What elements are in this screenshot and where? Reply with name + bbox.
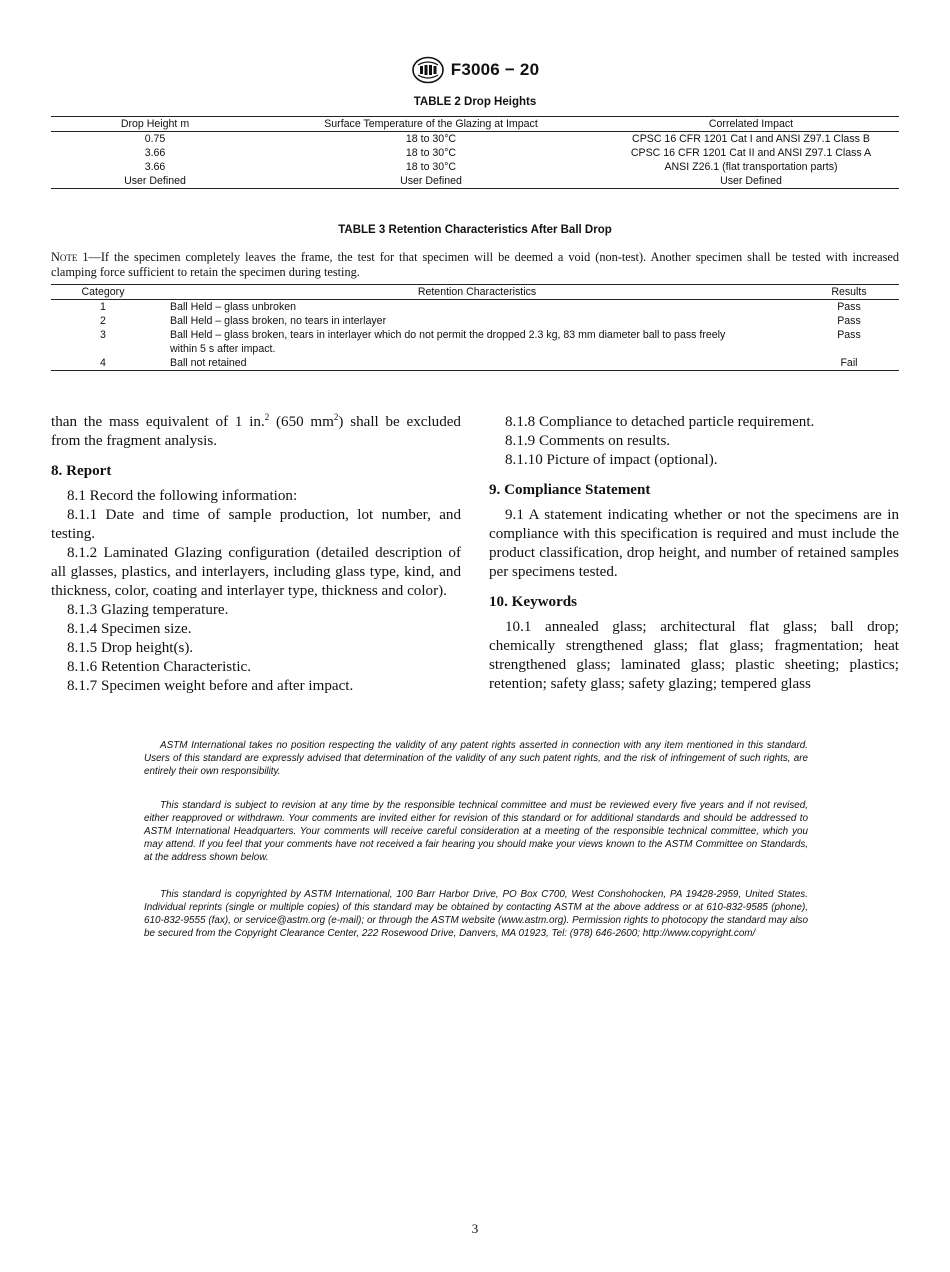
table-cell: User Defined (603, 174, 899, 189)
table-cell: 18 to 30°C (405, 161, 457, 173)
copyright-notice: This standard is copyrighted by ASTM International, 100 Barr Harbor Drive, PO Box C700, West Conshohocken, PA 19428-2959, United States. Individual reprints (single or multiple copies) of this standard may be obtained by contacting ASTM at the above address or at 610-832-9585 (phone), 610-832-9555 (fax), or service@astm.org (e-mail); or through the ASTM website (www.astm.org). Permission rights to photocopy the standard may also be secured from the Copyright Clearance Center, 222 Rosewood Drive, Danvers, MA 01923, Tel: (978) 646-2600; http://www.copyright.com/ (144, 889, 808, 940)
paragraph-8-1-3: 8.1.3 Glazing temperature. (67, 602, 229, 618)
paragraph-8-1-7: 8.1.7 Specimen weight before and after impact. (67, 678, 354, 694)
table-cell: 18 to 30°C (405, 133, 457, 145)
table-cell: Ball Held – glass broken, no tears in interlayer (170, 315, 387, 327)
section-heading-keywords: 10. Keywords (489, 594, 578, 610)
table-row (51, 314, 899, 328)
paragraph-8-1-8: 8.1.8 Compliance to detached particle requirement. (505, 414, 815, 430)
table-row (51, 356, 899, 371)
superscript: 2 (333, 412, 339, 422)
table-row (51, 328, 899, 356)
table-cell: 3.66 (144, 161, 166, 173)
table-3-header-results: Results (799, 285, 899, 300)
paragraph-9-1: 9.1 A statement indicating whether or not the specimens are in compliance with this specification is required and must include the product classification, drop height, and number of retained samples per specimens tested. (489, 507, 899, 580)
table-3-note (51, 250, 899, 280)
table-cell: CPSC 16 CFR 1201 Cat II and ANSI Z97.1 Class A (630, 147, 872, 159)
paragraph-8-1-6: 8.1.6 Retention Characteristic. (67, 659, 252, 675)
table-cell: 18 to 30°C (405, 147, 457, 159)
table-row (51, 174, 899, 189)
table-cell: Ball not retained (155, 356, 799, 371)
table-cell: 3.66 (144, 147, 166, 159)
table-cell: 3 (100, 329, 106, 341)
note-text: —If the specimen completely leaves the frame, the test for that specimen will be deemed a void (non-test). Another specimen shall be tested with increased clamping force sufficient to retain the specimen during testing. (51, 250, 899, 279)
table-3-header-category: Category (51, 285, 155, 300)
table-cell: CPSC 16 CFR 1201 Cat I and ANSI Z97.1 Class B (632, 133, 870, 145)
table-cell: Pass (837, 315, 861, 327)
table-2-title: TABLE 2 Drop Heights (413, 96, 537, 108)
superscript: 2 (264, 412, 270, 422)
table-row (51, 132, 899, 147)
table-cell: Ball Held – glass broken, tears in interlayer which do not permit the dropped 2.3 kg, 83 mm diameter ball to pass freely within 5 s after impact. (170, 329, 726, 355)
revision-notice: This standard is subject to revision at any time by the responsible technical committee and must be reviewed every five years and if not revised, either reapproved or withdrawn. Your comments are invited either for revision of this standard or for additional standards and should be addressed to ASTM International Headquarters. Your comments will receive careful consideration at a meeting of the responsible technical committee, which you may attend. If you feel that your comments have not received a fair hearing you should make your views known to the ASTM Committee on Standards, at the address shown below. (144, 800, 808, 864)
section-heading-compliance: 9. Compliance Statement (489, 482, 651, 498)
table-cell: ANSI Z26.1 (flat transportation parts) (664, 161, 838, 173)
standard-designation: F3006 − 20 (450, 60, 540, 79)
paragraph-10-1: 10.1 annealed glass; architectural flat glass; ball drop; chemically strengthened glass; flat glass; fragmentation; heat strengthened glass; laminated glass; plastic sheeting; plastics; retention; safety glass; safety glazing; tempered glass (489, 619, 899, 692)
table-2-header-drop-height: Drop Height m (51, 117, 259, 132)
table-2-drop-heights (51, 116, 899, 189)
paragraph-8-1-2: 8.1.2 Laminated Glazing configuration (detailed description of all glasses, plastics, and interlayers, including glass type, kind, and thickness, color, coating and interlayer type, thickness and color). (51, 545, 461, 599)
table-cell: 4 (51, 356, 155, 371)
text-fragment: ) shall be excluded from the fragment analysis. (51, 414, 461, 449)
table-row (51, 300, 899, 315)
paragraph-8-1-10: 8.1.10 Picture of impact (optional). (505, 452, 718, 468)
page-number: 3 (471, 1221, 479, 1236)
table-2-header-surface-temp: Surface Temperature of the Glazing at Impact (259, 117, 603, 132)
table-row (51, 160, 899, 174)
table-cell: Fail (799, 356, 899, 371)
table-cell: 2 (100, 315, 106, 327)
table-cell: 1 (100, 301, 106, 313)
astm-logo-icon (411, 56, 445, 84)
patent-notice: ASTM International takes no position respecting the validity of any patent rights asserted in connection with any item mentioned in this standard. Users of this standard are expressly advised that determination of the validity of any such patent rights, and the risk of infringement of such rights, are entirely their own responsibility. (144, 740, 808, 778)
text-fragment: (650 mm (269, 414, 334, 430)
note-label: Note 1 (51, 250, 89, 264)
page-header (0, 56, 950, 84)
table-2-header-correlated-impact: Correlated Impact (603, 117, 899, 132)
paragraph-8-1-9: 8.1.9 Comments on results. (505, 433, 671, 449)
table-cell: Pass (837, 329, 861, 341)
paragraph-8-1-4: 8.1.4 Specimen size. (67, 621, 192, 637)
table-3-header-retention: Retention Characteristics (155, 285, 799, 300)
table-row (51, 146, 899, 160)
table-cell: Pass (837, 301, 861, 313)
continuation-paragraph (51, 413, 461, 451)
table-cell: 0.75 (144, 133, 166, 145)
section-heading-report: 8. Report (51, 463, 112, 479)
paragraph-8-1: 8.1 Record the following information: (67, 488, 298, 504)
paragraph-8-1-5: 8.1.5 Drop height(s). (67, 640, 194, 656)
table-3-title: TABLE 3 Retention Characteristics After Ball Drop (338, 224, 612, 236)
table-cell: User Defined (51, 174, 259, 189)
paragraph-8-1-1: 8.1.1 Date and time of sample production, lot number, and testing. (51, 507, 461, 542)
text-fragment: than the mass equivalent of 1 in. (51, 414, 265, 430)
table-cell: User Defined (259, 174, 603, 189)
left-column (51, 413, 461, 696)
table-3-retention (51, 284, 899, 371)
right-column (489, 413, 899, 694)
table-cell: Ball Held – glass unbroken (170, 301, 297, 313)
